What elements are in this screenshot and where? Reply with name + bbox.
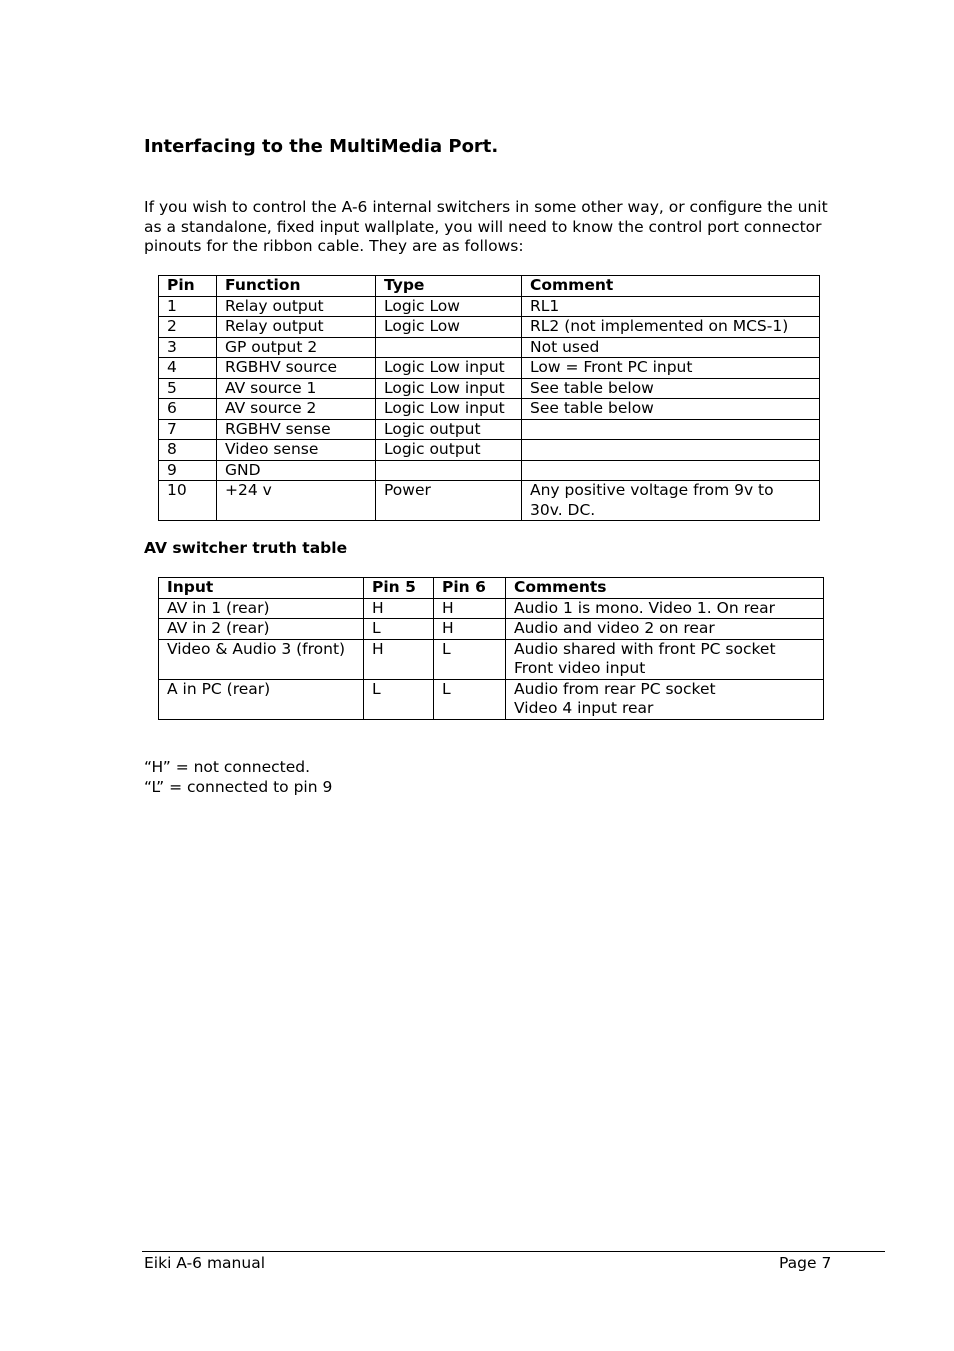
function-cell: RGBHV source	[217, 358, 376, 379]
function-cell: Video sense	[217, 440, 376, 461]
table-row	[159, 481, 820, 521]
table-row	[159, 419, 820, 440]
function-cell: +24 v	[217, 481, 376, 521]
function-cell: AV source 2	[217, 399, 376, 420]
pin5-cell: L	[364, 679, 434, 719]
pin-cell: 8	[159, 440, 217, 461]
table-row	[159, 378, 820, 399]
truth-table-header-row	[159, 578, 824, 599]
comment-cell	[522, 419, 820, 440]
truth-header-input: Input	[159, 578, 364, 599]
page-heading: Interfacing to the MultiMedia Port.	[144, 136, 499, 157]
input-cell: Video & Audio 3 (front)	[159, 639, 364, 679]
table-row	[159, 317, 820, 338]
comment-cell: See table below	[522, 399, 820, 420]
pin-cell: 7	[159, 419, 217, 440]
table-row	[159, 639, 824, 679]
truth-header-comments: Comments	[506, 578, 824, 599]
type-cell: Logic Low input	[376, 399, 522, 420]
note-h: “H” = not connected.	[144, 758, 311, 776]
pinout-table-header-row	[159, 276, 820, 297]
table-row	[159, 440, 820, 461]
comments-cell: Audio and video 2 on rear	[506, 619, 824, 640]
pin6-cell: H	[434, 619, 506, 640]
type-cell: Logic Low	[376, 296, 522, 317]
pin-cell: 5	[159, 378, 217, 399]
comment-cell: RL2 (not implemented on MCS-1)	[522, 317, 820, 338]
pin5-cell: L	[364, 619, 434, 640]
comments-cell: Audio 1 is mono. Video 1. On rear	[506, 598, 824, 619]
truth-table	[158, 577, 824, 720]
table-row	[159, 460, 820, 481]
function-cell: Relay output	[217, 296, 376, 317]
type-cell	[376, 460, 522, 481]
notes	[144, 758, 332, 797]
type-cell: Logic output	[376, 419, 522, 440]
note-l: “L” = connected to pin 9	[144, 777, 333, 796]
pin-cell: 10	[159, 481, 217, 521]
type-cell	[376, 337, 522, 358]
table-row	[159, 679, 824, 719]
pin-cell: 3	[159, 337, 217, 358]
comment-cell	[522, 440, 820, 461]
table-row	[159, 337, 820, 358]
table-row	[159, 399, 820, 420]
pin6-cell: L	[434, 639, 506, 679]
comments-cell: Audio from rear PC socket Video 4 input rear	[506, 679, 824, 719]
table-row	[159, 358, 820, 379]
table-row	[159, 598, 824, 619]
input-cell: AV in 1 (rear)	[159, 598, 364, 619]
comments-cell: Audio shared with front PC socket Front video input	[506, 639, 824, 679]
pin-cell: 1	[159, 296, 217, 317]
truth-table-title: AV switcher truth table	[144, 539, 348, 557]
pinout-header-function: Function	[217, 276, 376, 297]
function-cell: GND	[217, 460, 376, 481]
comment-cell: See table below	[522, 378, 820, 399]
type-cell: Logic Low input	[376, 358, 522, 379]
truth-header-pin5: Pin 5	[364, 578, 434, 599]
pinout-header-comment: Comment	[522, 276, 820, 297]
comment-cell: RL1	[522, 296, 820, 317]
comment-cell	[522, 460, 820, 481]
pin-cell: 6	[159, 399, 217, 420]
pin-cell: 4	[159, 358, 217, 379]
comment-cell: Any positive voltage from 9v to 30v. DC.	[522, 481, 820, 521]
type-cell: Logic Low input	[376, 378, 522, 399]
truth-header-pin6: Pin 6	[434, 578, 506, 599]
type-cell: Logic output	[376, 440, 522, 461]
pinout-header-type: Type	[376, 276, 522, 297]
function-cell: RGBHV sense	[217, 419, 376, 440]
footer-title: Eiki A-6 manual	[144, 1254, 266, 1272]
function-cell: AV source 1	[217, 378, 376, 399]
function-cell: Relay output	[217, 317, 376, 338]
pin6-cell: H	[434, 598, 506, 619]
table-row	[159, 296, 820, 317]
input-cell: AV in 2 (rear)	[159, 619, 364, 640]
pinout-table	[158, 275, 820, 521]
function-cell: GP output 2	[217, 337, 376, 358]
input-cell: A in PC (rear)	[159, 679, 364, 719]
pinout-header-pin: Pin	[159, 276, 217, 297]
table-row	[159, 619, 824, 640]
pin5-cell: H	[364, 598, 434, 619]
type-cell: Logic Low	[376, 317, 522, 338]
pin6-cell: L	[434, 679, 506, 719]
pin-cell: 9	[159, 460, 217, 481]
type-cell: Power	[376, 481, 522, 521]
page-number: Page 7	[779, 1254, 832, 1272]
comment-cell: Not used	[522, 337, 820, 358]
footer-rule	[142, 1251, 885, 1252]
comment-cell: Low = Front PC input	[522, 358, 820, 379]
intro-paragraph: If you wish to control the A-6 internal switchers in some other way, or configure the unit as a standalone, fixed input wallplate, you will need to know the control port connector pinouts for the ribbon cable. They are as follows:	[144, 198, 828, 255]
pin-cell: 2	[159, 317, 217, 338]
pin5-cell: H	[364, 639, 434, 679]
